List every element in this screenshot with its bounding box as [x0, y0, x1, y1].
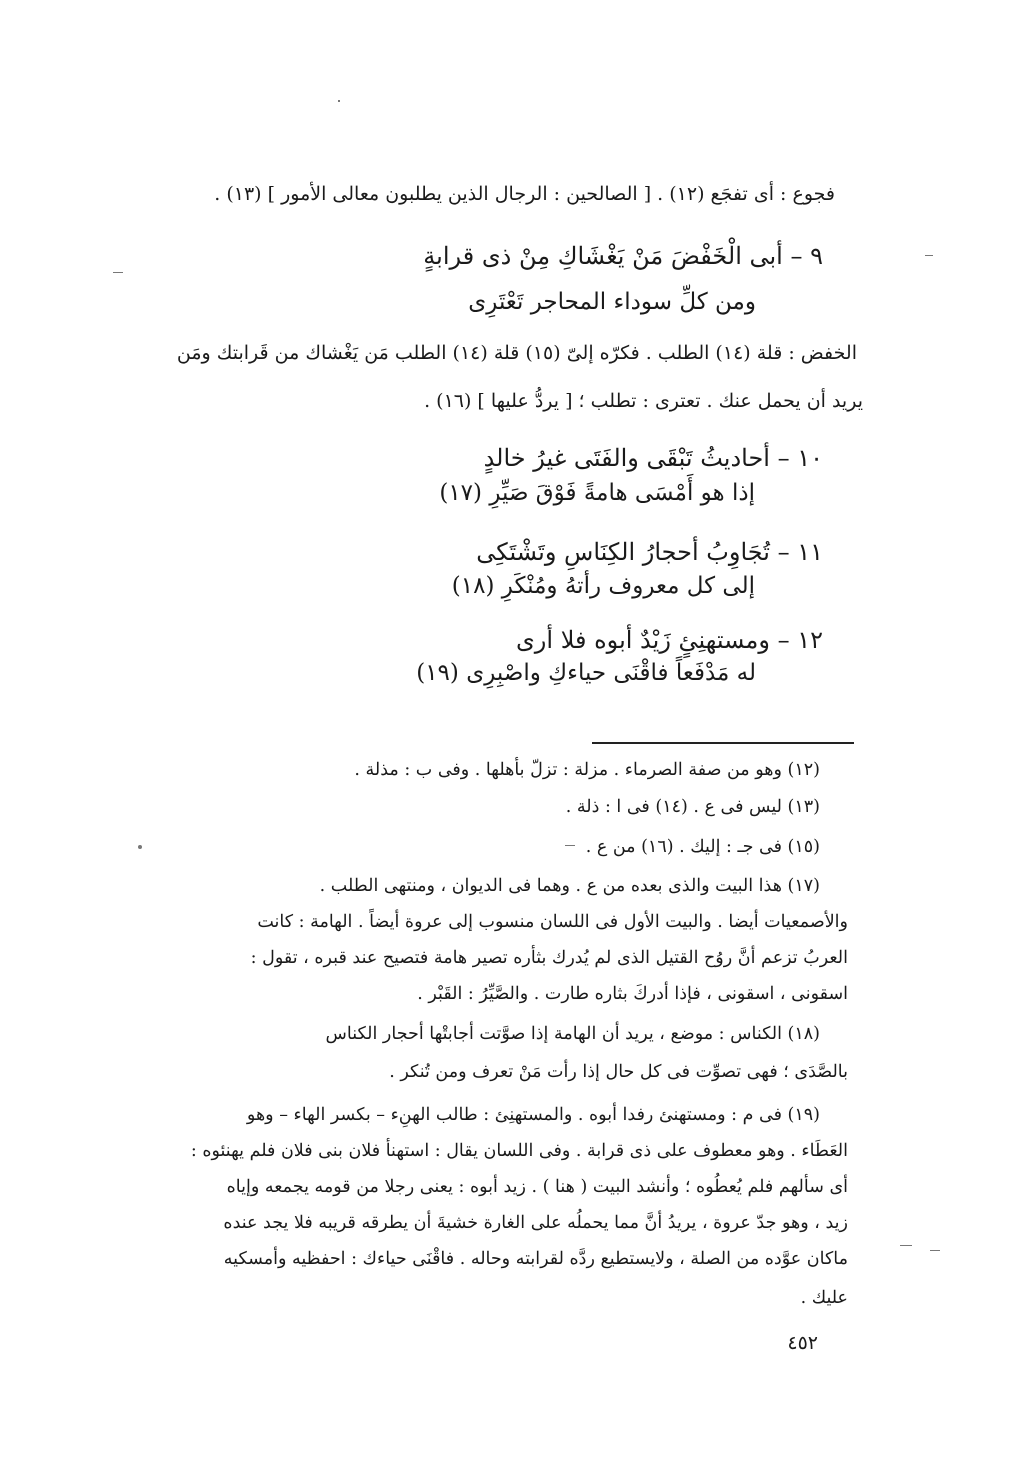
verse-9-second-hemistich: ومن كلِّ سوداء المحاجر تَعْتَرِى	[468, 289, 756, 315]
margin-mark	[113, 272, 123, 273]
verse-11-first-hemistich: ١١ – تُجَاوِبُ أحجارُ الكِنَاسِ وتَشْتَكِى	[476, 538, 823, 566]
footnote-separator	[592, 742, 854, 744]
verse-10-second-hemistich: إذا هو أَمْسَى هامةً فَوْقَ صَيِّرِ (١٧)	[439, 480, 755, 506]
footnote-18-line-1: (١٨) الكناس : موضع ، يريد أن الهامة إذا صوَّتت أجابتْها أحجار الكناس	[325, 1024, 820, 1044]
footnote-17-line-1: (١٧) هذا البيت والذى بعده من ع . وهما فى الديوان ، ومنتهى الطلب .	[319, 876, 820, 896]
footnote-13-14: (١٣) ليس فى ع . (١٤) فى ا : ذلة .	[565, 797, 820, 817]
footnote-19-line-3: أى سألهم فلم يُعطُوه ؛ وأنشد البيت ( هنا ) . زيد أبوه : يعنى رجلا من قومه يجمعه وإياه	[226, 1177, 848, 1197]
footnote-19-line-5: ماكان عوَّده من الصلة ، ولايستطيع ردَّه لقرابته وحاله . فاقْنَى حياءك : احفظيه وأمسكيه	[223, 1249, 848, 1269]
footnote-18-line-2: بالصَّدَى ؛ فهى تصوِّت فى كل حال إذا رأت مَنْ تعرف ومن تُنكر .	[389, 1062, 848, 1082]
intro-line: فجوع : أى تفجَع (١٢) . [ الصالحين : الرجال الذين يطلبون معالى الأمور ] (١٣) .	[214, 183, 835, 205]
speck	[338, 100, 340, 102]
footnote-12: (١٢) وهو من صفة الصرماء . مزلة : تزلّ بأهلها . وفى ب : مذلة .	[354, 760, 820, 780]
margin-mark	[900, 1245, 912, 1246]
verse-12-second-hemistich: له مَدْفَعاً فاقْنَى حياءكِ واصْبِرِى (١٩)	[416, 660, 756, 686]
footnote-15-16: (١٥) فى جـ : إليك . (١٦) من ع .	[585, 837, 820, 857]
verse-9-first-hemistich: ٩ – أبى الْخَفْضَ مَنْ يَغْشَاكِ مِنْ ذى قرابةٍ	[423, 242, 823, 270]
footnote-17-line-2: والأصمعيات أيضا . والبيت الأول فى اللسان منسوب إلى عروة أيضاً . الهامة : كانت	[257, 912, 848, 932]
footnote-19-line-2: العَطَاء . وهو معطوف على ذى قرابة . وفى اللسان يقال : استهنأ فلان بنى فلان فلم يهنئوه :	[190, 1141, 848, 1161]
verse-11-second-hemistich: إلى كل معروف رأتهُ ومُنْكَرِ (١٨)	[451, 573, 755, 599]
page-number: ٤٥٢	[787, 1332, 818, 1354]
speck	[138, 845, 142, 849]
footnote-19-line-1: (١٩) فى م : ومستهنئ رفدا أبوه . والمستهنِئ : طالب الهنِء – بكسر الهاء – وهو	[246, 1105, 820, 1125]
gloss-line-1: الخفض : قلة (١٤) الطلب . فكرّه إلىّ (١٥) قلة (١٤) الطلب مَن يَغْشاك من قَرابتك ومَن	[176, 342, 857, 364]
footnote-19-line-4: زيد ، وهو جدّ عروة ، يريدُ أنَّ مما يحملُه على الغارة خشيةَ أن يطرقه قريبه فلا يجد عنده	[223, 1213, 848, 1233]
gloss-line-2: يريد أن يحمل عنك . تعترى : تطلب ؛ [ يردُّ عليها ] (١٦) .	[424, 390, 863, 412]
margin-mark	[565, 845, 575, 846]
margin-mark	[925, 255, 933, 256]
footnote-17-line-3: العربُ تزعم أنَّ روُح القتيل الذى لم يُدرك بثأره تصير هامة فتصيح عند قبره ، تقول :	[250, 948, 848, 968]
margin-mark	[930, 1250, 940, 1251]
verse-12-first-hemistich: ١٢ – ومستهنِئٍ زَيْدٌ أبوه فلا أرى	[516, 626, 823, 654]
verse-10-first-hemistich: ١٠ – أحاديثُ تَبْقَى والفَتَى غيرُ خالدٍ	[483, 444, 823, 472]
footnote-19-line-6: عليك .	[800, 1288, 848, 1308]
footnote-17-line-4: اسقونى ، اسقونى ، فإذا أدركَ بثاره طارت . والصَّيِّرُ : القَبْر .	[417, 984, 848, 1004]
